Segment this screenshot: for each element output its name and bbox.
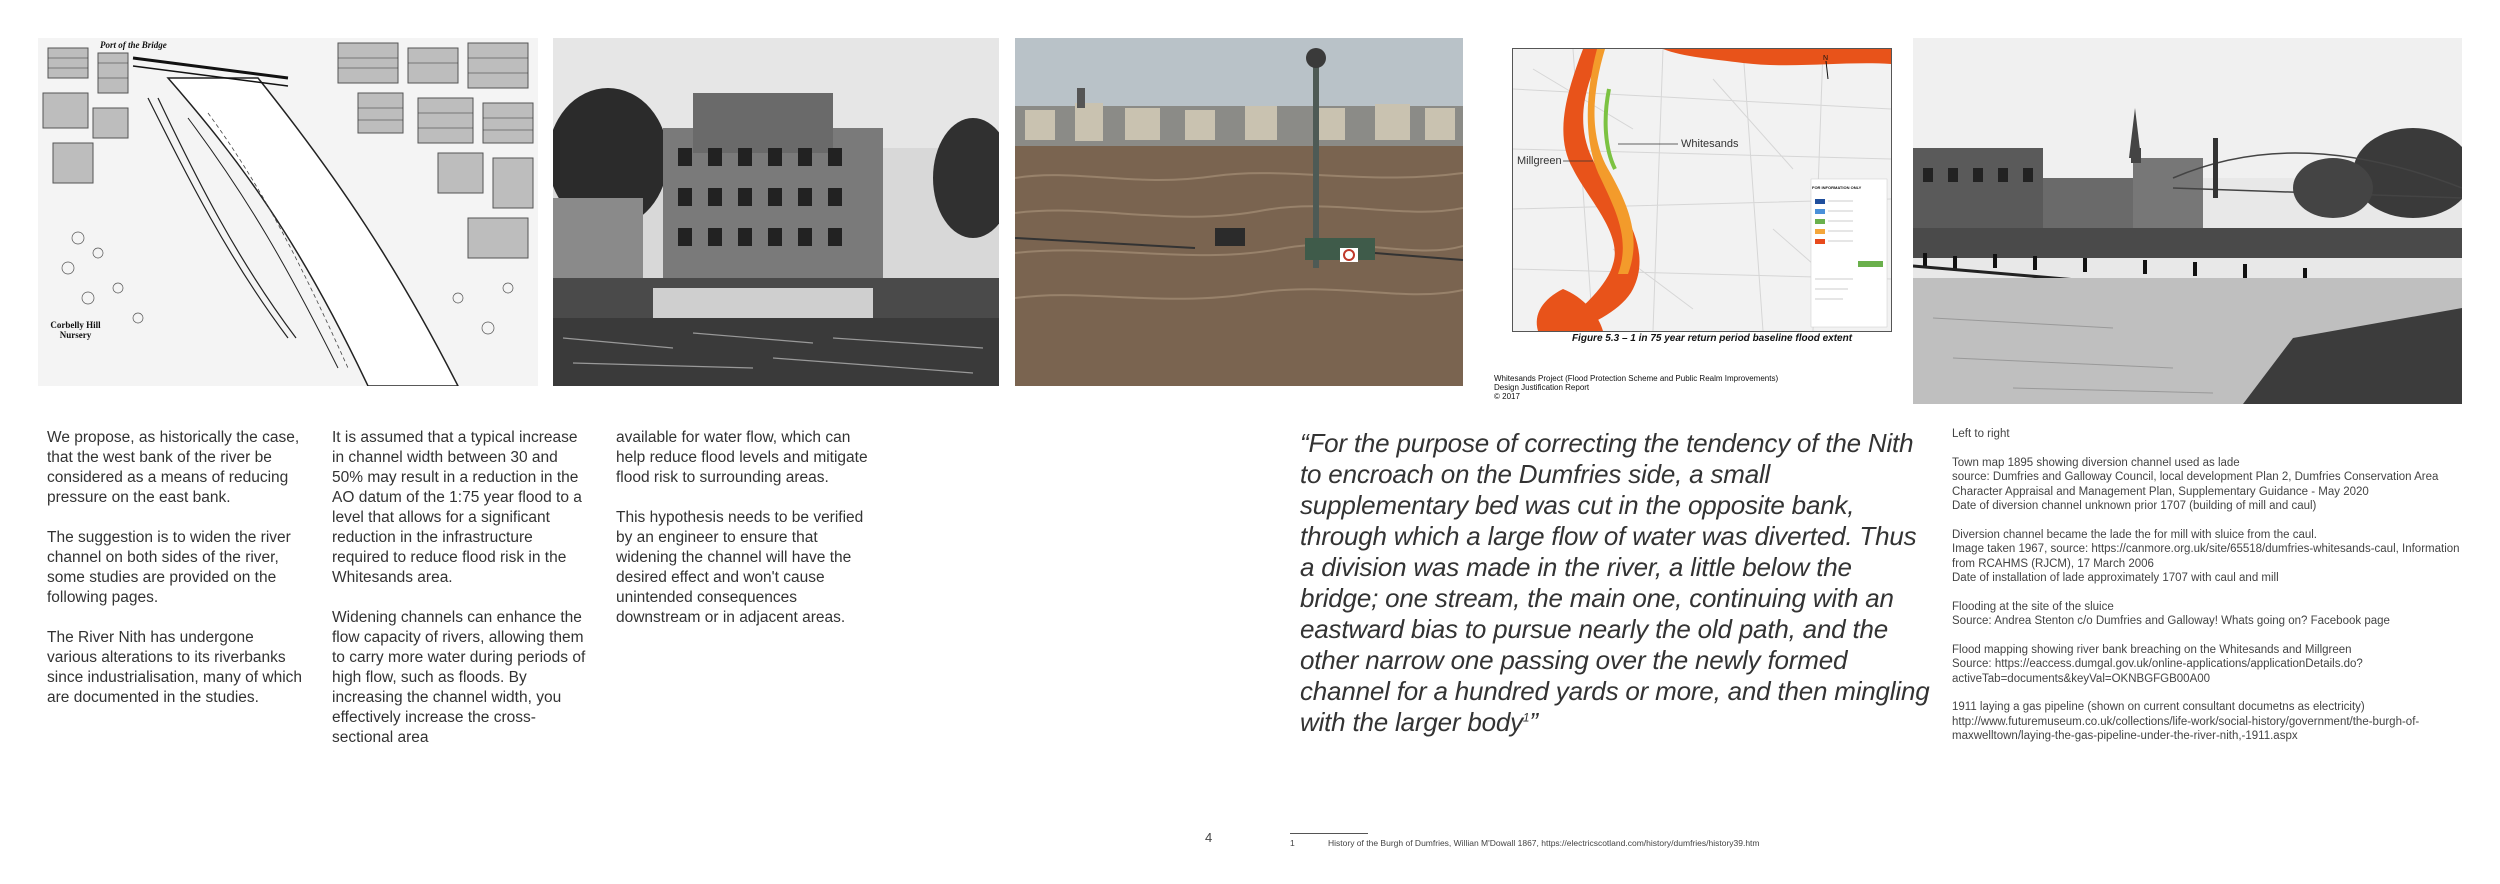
footnote [1290, 838, 1760, 848]
map-label-corbelly-hill-nursery: Corbelly Hill Nursery [50, 320, 101, 340]
body-paragraph: The suggestion is to widen the river channel on both sides of the river, some studies are provided on the following pages. [47, 529, 291, 606]
flood-at-sluice-photo [1015, 38, 1463, 386]
mill-and-sluice-photo [553, 38, 999, 386]
map-image-icon [1513, 49, 1891, 331]
body-column-3 [616, 428, 874, 648]
body-paragraph: The River Nith has undergone various alterations to its riverbanks since industrialisation, many of which are documented in the studies. [47, 629, 303, 706]
gas-pipeline-1911-photo [1913, 38, 2462, 404]
body-paragraph: This hypothesis needs to be verified by an engineer to ensure that widening the channel will have the desired effect and won't cause unintended consequences downstream or in adjacent areas. [616, 509, 864, 626]
body-column-1 [47, 428, 305, 728]
caption-item: Town map 1895 showing diversion channel used as lade source: Dumfries and Galloway Council, local development Plan 2, Dumfries Conservation Area Character Appraisal and Management Plan, Supplementary Guidance - May 2020 Date of diversion channel unknown prior 1707 (building of mill and caul) [1952, 456, 2439, 512]
caption-item: Flood mapping showing river bank breaching on the Whitesands and Millgreen Source: https://eaccess.dumgal.gov.uk/online-applications/applicationDetails.do?activeTab=documents&keyVal=OKNBGFGB00A00 [1952, 643, 2363, 685]
footnote-text: History of the Burgh of Dumfries, Willian M'Dowall 1867, https://electricscotland.com/history/dumfries/history39.htm [1328, 838, 1760, 848]
footnote-divider [1290, 833, 1368, 834]
town-map-1895-image [38, 38, 538, 386]
body-paragraph: We propose, as historically the case, that the west bank of the river be considered as a means of reducing pressure on the east bank. [47, 429, 300, 506]
footnote-reference: 1 [1522, 710, 1530, 725]
quote-text: “For the purpose of correcting the tendency of the Nith to encroach on the Dumfries side, a small supplementary bed was cut in the opposite bank, through which a large flow of water was diverted. Thus a division was made in the river, a little below the bridge; one stream, the main one, continuing with an eastward bias to pursue nearly the old path, and the other narrow one passing over the newly formed channel for a hundred yards or more, and then mingling with the larger body [1300, 428, 1930, 737]
flood-mapping-figure [1512, 48, 1892, 332]
figure-source: Whitesands Project (Flood Protection Scheme and Public Realm Improvements) Design Justification Report © 2017 [1494, 374, 1779, 401]
photo-image-icon [1913, 38, 2462, 404]
image-captions [1952, 427, 2482, 758]
map-image-icon [38, 38, 538, 386]
figure-title: Figure 5.3 – 1 in 75 year return period baseline flood extent [1571, 333, 1853, 344]
footnote-number: 1 [1290, 838, 1295, 848]
flood-map-label-whitesands: Whitesands [1681, 138, 1739, 150]
quote-close-mark: ” [1529, 707, 1538, 737]
caption-item: Flooding at the site of the sluice Source: Andrea Stenton c/o Dumfries and Galloway! Whats going on? Facebook page [1952, 600, 2390, 627]
body-paragraph: Widening channels can enhance the flow capacity of rivers, allowing them to carry more water during periods of high flow, such as floods. By increasing the channel width, you effectively increase the cross-sectional area [332, 609, 586, 746]
caption-item: 1911 laying a gas pipeline (shown on current consultant documetns as electricity) http://www.futuremuseum.co.uk/collections/life-work/social-history/government/the-burgh-of-maxwelltown/laying-the-gas-pipeline-under-the-river-nith,-1911.aspx [1952, 701, 2420, 742]
page-number: 4 [1205, 830, 1213, 845]
body-paragraph: available for water flow, which can help reduce flood levels and mitigate flood risk to surrounding areas. [616, 429, 868, 486]
body-column-2 [332, 428, 592, 768]
legend-title: FOR INFORMATION ONLY [1812, 185, 1862, 190]
flood-map-label-millgreen: Millgreen [1517, 155, 1562, 167]
caption-item: Diversion channel became the lade the for mill with sluice from the caul. Image taken 1967, source: https://canmore.org.uk/site/65518/dumfries-whitesands-caul, Information from RCAHMS (RJCM), 17 March 2006 Date of installation of lade approximately 1707 with caul and mill [1952, 528, 2460, 584]
photo-image-icon [553, 38, 999, 386]
historical-quote [1300, 428, 1930, 738]
captions-heading: Left to right [1952, 428, 2010, 440]
photo-image-icon [1015, 38, 1463, 386]
body-paragraph: It is assumed that a typical increase in channel width between 30 and 50% may result in a reduction in the AO datum of the 1:75 year flood to a level that allows for a significant reduction in the infrastructure required to reduce flood risk in the Whitesands area. [332, 429, 582, 586]
svg-text:N: N [1823, 55, 1829, 62]
map-label-port-of-the-bridge: Port of the Bridge [100, 40, 167, 50]
